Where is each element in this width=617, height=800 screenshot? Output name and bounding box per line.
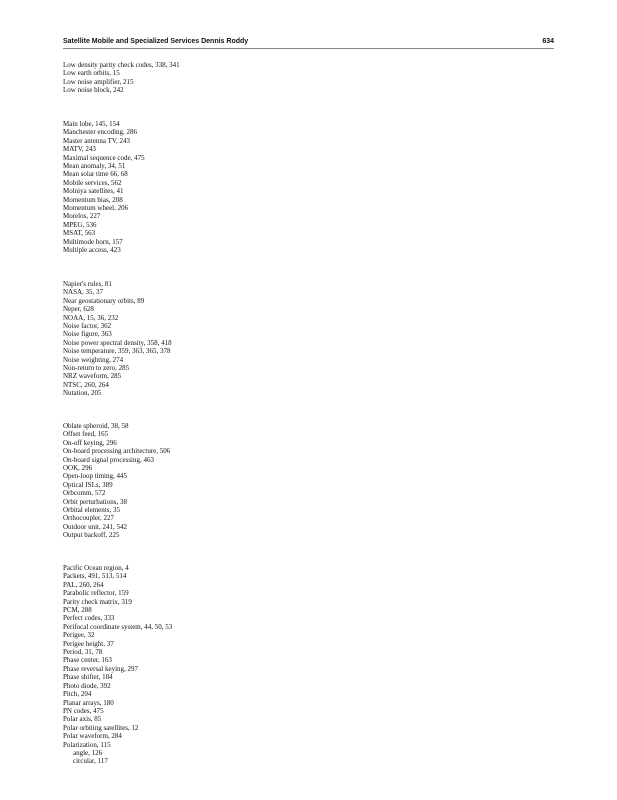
index-entry: Oblate spheroid, 38, 58 — [63, 422, 129, 430]
index-entry: Napier's rules, 81 — [63, 280, 112, 288]
index-entry: Outdoor unit, 241, 542 — [63, 522, 127, 531]
index-entry: Low density parity check codes, 338, 341 — [63, 61, 180, 69]
index-section-n — [63, 280, 172, 398]
index-subentry: circular, 117 — [73, 757, 108, 766]
index-entry: PAL, 260, 264 — [63, 580, 104, 589]
index-entry: Perifocal coordinate system, 44, 50, 53 — [63, 622, 173, 631]
index-entry: Mean anomaly, 34, 51 — [63, 162, 126, 171]
index-entry: Polar orbiting satellites, 12 — [63, 723, 139, 732]
index-entry: Non-return to zero, 285 — [63, 364, 130, 373]
index-entry: MATV, 243 — [63, 145, 96, 154]
index-entry: NRZ waveform, 285 — [63, 372, 122, 381]
index-entry: Planar arrays, 180 — [63, 698, 114, 707]
index-entry: Low noise block, 242 — [63, 86, 124, 95]
index-entry: Main lobe, 145, 154 — [63, 120, 120, 128]
index-entry: NASA, 35, 37 — [63, 288, 104, 297]
index-entry: Orthocoupler, 227 — [63, 514, 115, 523]
index-entry: PN codes, 475 — [63, 706, 104, 715]
index-entry: Nutation, 205 — [63, 389, 102, 398]
page-number: 634 — [542, 38, 554, 45]
index-entry: On-board signal processing, 463 — [63, 455, 154, 464]
index-entry: Near geostationary orbits, 89 — [63, 296, 145, 305]
index-section-l — [63, 61, 180, 95]
index-entry: Parabolic reflector, 159 — [63, 589, 129, 598]
index-entry: Perigee, 32 — [63, 631, 95, 640]
index-entry: NOAA, 15, 36, 232 — [63, 313, 119, 322]
index-entry: Momentum bias, 208 — [63, 195, 123, 204]
index-entry: Orbit perturbations, 38 — [63, 497, 127, 506]
index-entry: Molniya satellites, 41 — [63, 187, 124, 196]
index-entry: Morelos, 227 — [63, 212, 101, 221]
index-entry: Orbital elements, 35 — [63, 506, 120, 515]
index-entry: Low earth orbits, 15 — [63, 69, 120, 78]
index-entry: Mean solar time 66, 68 — [63, 170, 128, 179]
index-entry: PCM, 288 — [63, 606, 92, 615]
index-entry: Noise factor, 362 — [63, 322, 112, 331]
index-entry: Polarization, 115 — [63, 740, 111, 749]
index-entry: On-board processing architecture, 506 — [63, 447, 171, 456]
index-section-m — [63, 120, 145, 255]
header-rule — [63, 48, 554, 49]
index-entry: Output backoff, 225 — [63, 531, 120, 540]
index-entry: Multimode horn, 157 — [63, 237, 123, 246]
index-entry: Packets, 491, 513, 514 — [63, 572, 127, 581]
index-entry: Photo diode, 392 — [63, 681, 111, 690]
index-entry: Master antenna TV, 243 — [63, 136, 131, 145]
index-entry: Multiple access, 423 — [63, 246, 121, 255]
index-entry: Noise temperature, 359, 363, 365, 378 — [63, 347, 171, 356]
index-entry: Pitch, 204 — [63, 690, 92, 699]
index-entry: Manchester encoding, 286 — [63, 128, 138, 137]
index-entry: Low noise amplifier, 215 — [63, 77, 134, 86]
index-section-o — [63, 422, 170, 540]
index-entry: Parity check matrix, 319 — [63, 597, 132, 606]
index-entry: Noise power spectral density, 358, 418 — [63, 338, 172, 347]
index-entry: Polar axis, 85 — [63, 715, 102, 724]
index-entry: NTSC, 260, 264 — [63, 380, 109, 389]
index-entry: Noise figure, 363 — [63, 330, 112, 339]
index-entry: Orbcomm, 572 — [63, 489, 106, 498]
index-entry: Phase center, 163 — [63, 656, 112, 665]
index-entry: Polar waveform, 284 — [63, 732, 122, 741]
index-entry: Pacific Ocean region, 4 — [63, 564, 129, 572]
index-entry: MPEG, 536 — [63, 220, 97, 229]
index-entry: Offset feed, 165 — [63, 430, 109, 439]
index-entry: Optical ISLs, 389 — [63, 480, 113, 489]
index-entry: Open-loop timing, 445 — [63, 472, 127, 481]
index-entry: Mobile services, 562 — [63, 178, 122, 187]
index-entry: Noise weighting, 274 — [63, 355, 124, 364]
index-entry: On-off keying, 296 — [63, 438, 117, 447]
index-entry: MSAT, 563 — [63, 229, 96, 238]
index-entry: Perfect codes, 333 — [63, 614, 115, 623]
index-entry: Period, 31, 78 — [63, 648, 103, 657]
index-entry: Phase shifter, 184 — [63, 673, 113, 682]
index-subentry: angle, 126 — [73, 748, 103, 757]
header-title: Satellite Mobile and Specialized Services Dennis Roddy — [63, 38, 249, 45]
index-section-p — [63, 564, 172, 766]
index-entry: Momentum wheel, 206 — [63, 204, 129, 213]
index-entry: Maximal sequence code, 475 — [63, 153, 145, 162]
index-entry: OOK, 296 — [63, 464, 93, 473]
index-entry: Neper, 628 — [63, 305, 94, 314]
index-entry: Phase reversal keying, 297 — [63, 664, 139, 673]
index-entry: Perigee height, 37 — [63, 639, 114, 648]
